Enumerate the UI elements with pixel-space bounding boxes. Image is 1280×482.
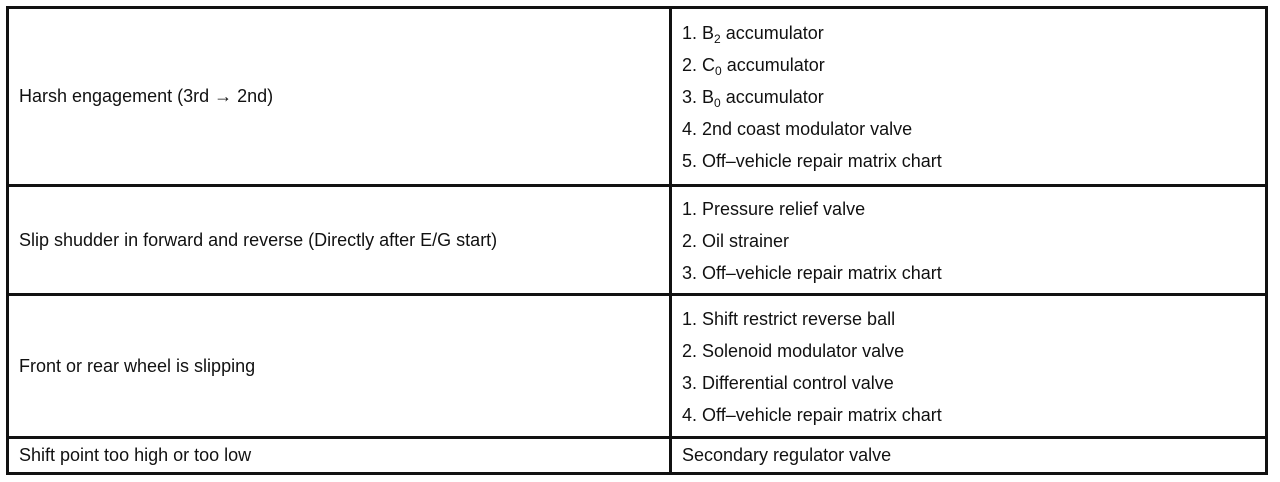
suspected-area-item bbox=[682, 145, 1265, 177]
item-number: 2. bbox=[682, 55, 703, 76]
item-number: 1. bbox=[682, 309, 703, 330]
suspected-area-item bbox=[682, 193, 1265, 225]
item-number: 3. bbox=[682, 262, 703, 283]
item-number: 3. bbox=[682, 87, 703, 108]
item-text: Shift restrict reverse ball bbox=[702, 309, 896, 330]
suspected-areas-cell bbox=[671, 437, 1266, 472]
suspected-area-item bbox=[682, 303, 1265, 335]
item-text: B bbox=[702, 23, 715, 44]
item-number: 1. bbox=[682, 198, 703, 219]
suspected-area-item bbox=[682, 367, 1265, 399]
suspected-area-item bbox=[682, 17, 1265, 49]
symptom-cell: Slip shudder in forward and reverse (Directly after E/G start) bbox=[9, 185, 671, 294]
item-text-suffix: accumulator bbox=[721, 55, 825, 76]
item-number: 2. bbox=[682, 341, 703, 362]
suspected-area-list bbox=[682, 187, 1265, 293]
suspected-area-item bbox=[682, 49, 1265, 81]
item-text: Off–vehicle repair matrix chart bbox=[702, 262, 942, 283]
item-text-suffix: accumulator bbox=[720, 87, 824, 108]
item-text-suffix: accumulator bbox=[720, 23, 824, 44]
troubleshooting-table-frame bbox=[6, 6, 1268, 475]
suspected-area-item bbox=[682, 399, 1265, 431]
suspected-area-item bbox=[682, 81, 1265, 113]
item-number: 5. bbox=[682, 151, 703, 172]
item-subscript: 0 bbox=[714, 96, 721, 111]
item-number: 4. bbox=[682, 405, 703, 426]
item-text: Differential control valve bbox=[702, 373, 894, 394]
suspected-area-item bbox=[682, 113, 1265, 145]
symptom-cell: Harsh engagement (3rd → 2nd) bbox=[9, 9, 671, 186]
suspected-area-list bbox=[682, 297, 1265, 435]
suspected-area-item bbox=[682, 439, 1265, 472]
item-text: Off–vehicle repair matrix chart bbox=[702, 151, 942, 172]
item-number: 1. bbox=[682, 23, 703, 44]
item-number: 4. bbox=[682, 119, 703, 140]
suspected-area-list bbox=[682, 11, 1265, 181]
suspected-area-item bbox=[682, 335, 1265, 367]
suspected-areas-cell bbox=[671, 185, 1266, 294]
item-text: Pressure relief valve bbox=[702, 198, 866, 219]
item-subscript: 0 bbox=[715, 64, 722, 79]
item-text: Oil strainer bbox=[702, 230, 790, 251]
table-row bbox=[9, 437, 1266, 472]
item-text: Off–vehicle repair matrix chart bbox=[702, 405, 942, 426]
table-row bbox=[9, 295, 1266, 438]
suspected-area-list bbox=[682, 439, 1265, 472]
table-row bbox=[9, 9, 1266, 186]
item-number: 3. bbox=[682, 373, 703, 394]
item-text: Secondary regulator valve bbox=[682, 445, 892, 466]
symptom-cell: Shift point too high or too low bbox=[9, 437, 671, 472]
item-text: C bbox=[702, 55, 716, 76]
item-text: 2nd coast modulator valve bbox=[702, 119, 913, 140]
suspected-area-item bbox=[682, 225, 1265, 257]
suspected-areas-cell bbox=[671, 295, 1266, 438]
symptom-cell: Front or rear wheel is slipping bbox=[9, 295, 671, 438]
troubleshooting-table bbox=[8, 8, 1266, 473]
item-text: Solenoid modulator valve bbox=[702, 341, 905, 362]
item-number: 2. bbox=[682, 230, 703, 251]
suspected-areas-cell bbox=[671, 9, 1266, 186]
table-row bbox=[9, 185, 1266, 294]
item-text: B bbox=[702, 87, 715, 108]
suspected-area-item bbox=[682, 257, 1265, 289]
item-subscript: 2 bbox=[714, 32, 721, 47]
table-body bbox=[9, 9, 1266, 473]
